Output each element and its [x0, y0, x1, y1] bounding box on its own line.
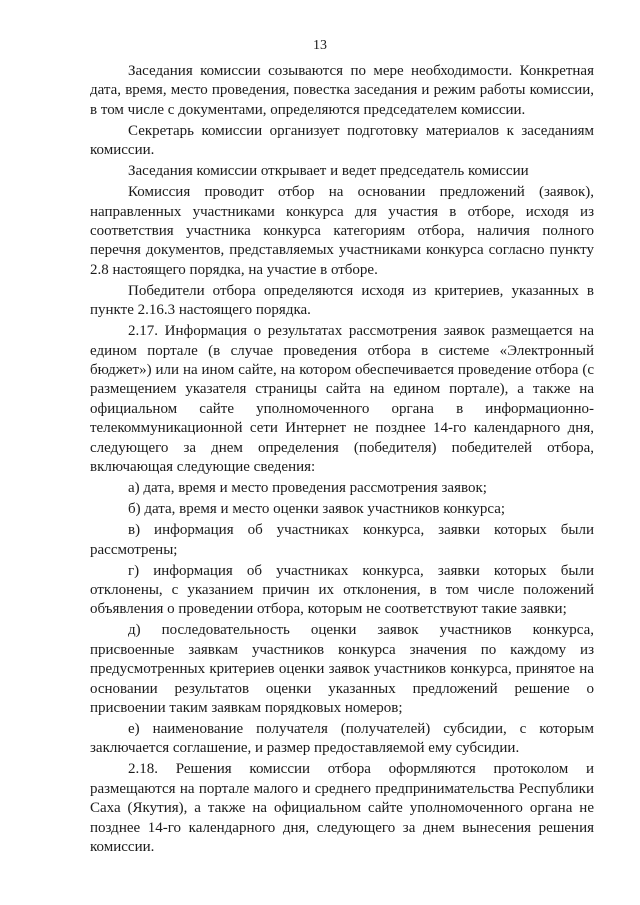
page-number: 13 [313, 38, 327, 53]
paragraph-winners-criteria: Победители отбора определяются исходя из критериев, указанных в пункте 2.16.3 настоящего порядка. [90, 282, 594, 319]
list-item-b: б) дата, время и место оценки заявок участников конкурса; [128, 501, 506, 518]
paragraph-secretary: Секретарь комиссии организует подготовку материалов к заседаниям комиссии. [90, 122, 594, 159]
list-item-v: в) информация об участниках конкурса, заявки которых были рассмотрены; [90, 522, 594, 558]
list-item-a: а) дата, время и место проведения рассмотрения заявок; [128, 480, 487, 497]
paragraph-2-17: 2.17. Информация о результатах рассмотрения заявок размещается на едином портале (в случае проведения отбора в системе «Электронный бюджет») или на ином сайте, на котором обеспечивается проведение отбора (с размещением указателя страницы сайта на едином портале), а также на официальном сайте уполномоченного органа в информационно-телекоммуникационной сети Интернет не позднее 14-го календарного дня, следующего за днем определения (победителя) победителей отбора, включающая следующие сведения: [90, 323, 594, 476]
paragraph-selection-basis: Комиссия проводит отбор на основании предложений (заявок), направленных участниками конкурса для участия в отборе, исходя из соответствия участника конкурса категориям отбора, наличия полного перечня документов, представляемых участниками конкурса согласно пункту 2.8 настоящего порядка, на участие в отборе. [90, 184, 594, 278]
list-item-e: е) наименование получателя (получателей) субсидии, с которым заключается соглашение, и размер предоставляемой ему субсидии. [90, 720, 594, 757]
document-body [90, 62, 594, 859]
paragraph-2-18: 2.18. Решения комиссии отбора оформляются протоколом и размещаются на портале малого и среднего предпринимательства Республики Саха (Якутия), а также на официальном сайте уполномоченного органа не позднее 14-го календарного дня, следующего за днем вынесения решения комиссии. [90, 761, 594, 855]
list-item-g: г) информация об участниках конкурса, заявки которых были отклонены, с указанием причин их отклонения, в том числе положений объявления о проведении отбора, которым не соответствуют такие заявки; [90, 562, 594, 618]
list-item-d: д) последовательность оценки заявок участников конкурса, присвоенные заявкам участников конкурса значения по каждому из предусмотренных критериев оценки заявок участников конкурса, принятое на основании результатов оценки указанных предложений решение о присвоении таким заявкам порядковых номеров; [90, 622, 594, 716]
paragraph-commission-meetings: Заседания комиссии созываются по мере необходимости. Конкретная дата, время, место проведения, повестка заседания и режим работы комиссии, в том числе с документами, определяются председателем комиссии. [90, 63, 594, 118]
paragraph-chairman-opens: Заседания комиссии открывает и ведет председатель комиссии [128, 163, 529, 180]
